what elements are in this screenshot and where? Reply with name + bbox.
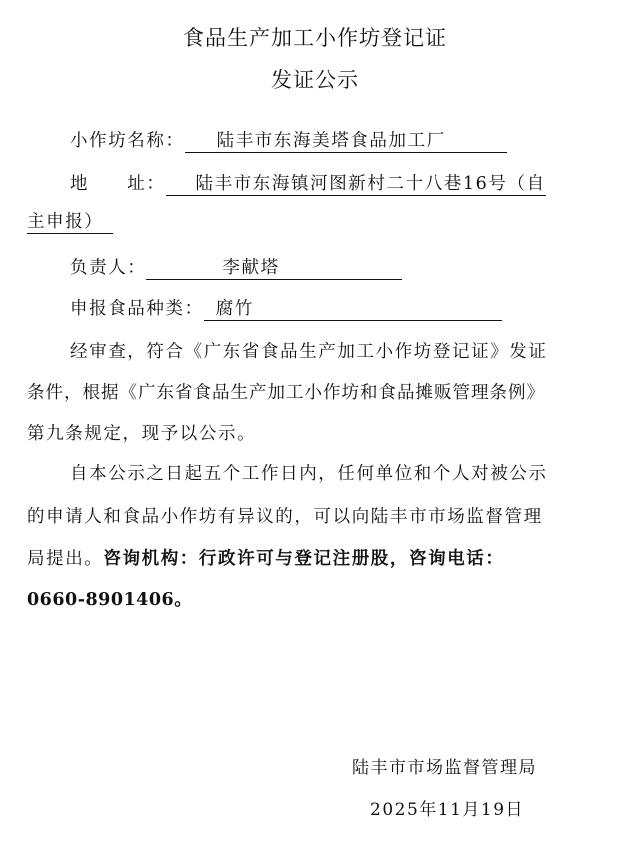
paragraph-1-line-3: 第九条规定，现予以公示。 [27,424,257,444]
issue-date: 2025年11月19日 [370,800,525,820]
consult-phone: 0660-8901406。 [27,590,193,610]
workshop-name-value: 陆丰市东海美塔食品加工厂 [185,130,507,153]
paragraph-2-line-1: 自本公示之日起五个工作日内，任何单位和个人对被公示 [70,464,548,484]
paragraph-1-line-2: 条件，根据《广东省食品生产加工小作坊和食品摊贩管理条例》 [27,383,545,403]
address-label: 地 址： [70,174,166,194]
document-subtitle: 发证公示 [271,68,359,92]
address-value-line1: 陆丰市东海镇河图新村二十八巷16号（自 [166,173,546,196]
food-type-row [70,295,502,321]
food-type-value: 腐竹 [204,298,502,321]
person-label: 负责人： [70,258,147,278]
paragraph-2-normal-text: 局提出。 [27,549,104,569]
document-title: 食品生产加工小作坊登记证 [183,26,447,50]
person-value: 李献塔 [146,257,402,280]
paragraph-2-line-3 [27,545,505,570]
person-row [70,254,402,280]
address-row-continued [27,211,113,234]
issuer-name: 陆丰市市场监督管理局 [352,758,537,778]
paragraph-2-line-2: 的申请人和食品小作坊有异议的，可以向陆丰市市场监督管理 [27,507,543,527]
consult-info: 咨询机构：行政许可与登记注册股，咨询电话： [103,549,505,569]
address-row [70,170,546,196]
paragraph-1-line-1: 经审查，符合《广东省食品生产加工小作坊登记证》发证 [70,342,548,362]
workshop-name-row [70,127,507,153]
food-type-label: 申报食品种类： [70,299,204,319]
address-value-line2: 主申报） [27,211,113,234]
workshop-name-label: 小作坊名称： [70,131,185,151]
